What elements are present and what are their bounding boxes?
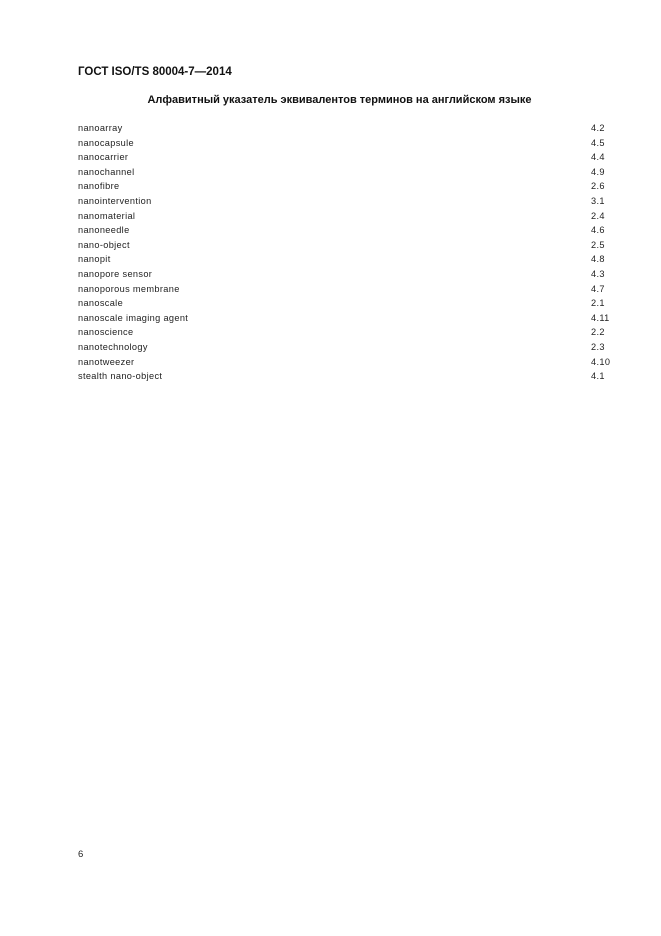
term-ref: 4.2 <box>591 123 605 133</box>
index-row <box>78 369 608 384</box>
term-ref: 2.6 <box>591 181 605 192</box>
term-ref: 4.5 <box>591 137 605 148</box>
index-row <box>78 355 611 370</box>
term-ref: 4.1 <box>591 371 605 382</box>
term-ref: 4.11 <box>591 312 610 323</box>
index-row <box>78 121 608 136</box>
term: nanoscale <box>78 298 124 309</box>
term: nanopit <box>78 254 111 265</box>
term: nanoporous membrane <box>78 283 180 294</box>
term: nanoarray <box>78 123 123 133</box>
index-row <box>78 165 608 180</box>
term-ref: 4.9 <box>591 166 605 177</box>
term: nanocarrier <box>78 152 129 163</box>
index-row <box>78 311 608 326</box>
term: nanoscale imaging agent <box>78 312 189 323</box>
term: nanofibre <box>78 181 120 192</box>
index-row <box>78 252 608 267</box>
index-row <box>78 325 608 340</box>
index-row <box>78 267 608 282</box>
index-row <box>78 136 608 151</box>
term-ref: 4.6 <box>591 225 605 236</box>
term-index <box>78 121 611 384</box>
index-row <box>78 282 608 297</box>
term-ref: 4.10 <box>591 356 611 367</box>
term-ref: 4.7 <box>591 283 605 294</box>
index-title: Алфавитный указатель эквивалентов терминов на английском языке <box>147 94 532 106</box>
term-ref: 3.1 <box>591 195 605 206</box>
term: nanoscience <box>78 327 134 338</box>
term-ref: 4.8 <box>591 254 605 265</box>
term: nanointervention <box>78 195 152 206</box>
term-ref: 2.3 <box>591 341 605 352</box>
term: nanopore sensor <box>78 268 153 279</box>
term-ref: 2.5 <box>591 239 605 250</box>
index-row <box>78 223 608 238</box>
term-ref: 4.4 <box>591 152 605 163</box>
term: nanotweezer <box>78 356 135 367</box>
term: nanochannel <box>78 166 135 177</box>
page-number: 6 <box>78 849 84 860</box>
term: nanocapsule <box>78 137 134 148</box>
index-row <box>78 194 608 209</box>
term: nanomaterial <box>78 210 136 221</box>
term: stealth nano-object <box>78 371 163 382</box>
index-row <box>78 238 608 253</box>
term-ref: 2.4 <box>591 210 605 221</box>
term-ref: 2.2 <box>591 327 605 338</box>
index-row <box>78 296 608 311</box>
index-row <box>78 179 608 194</box>
index-row <box>78 150 608 165</box>
term: nanotechnology <box>78 341 148 352</box>
index-row <box>78 340 608 355</box>
term: nano-object <box>78 239 130 250</box>
term-ref: 2.1 <box>591 298 605 309</box>
term: nanoneedle <box>78 225 130 236</box>
term-ref: 4.3 <box>591 268 605 279</box>
index-row <box>78 209 608 224</box>
document-header: ГОСТ ISO/TS 80004-7—2014 <box>78 66 232 78</box>
